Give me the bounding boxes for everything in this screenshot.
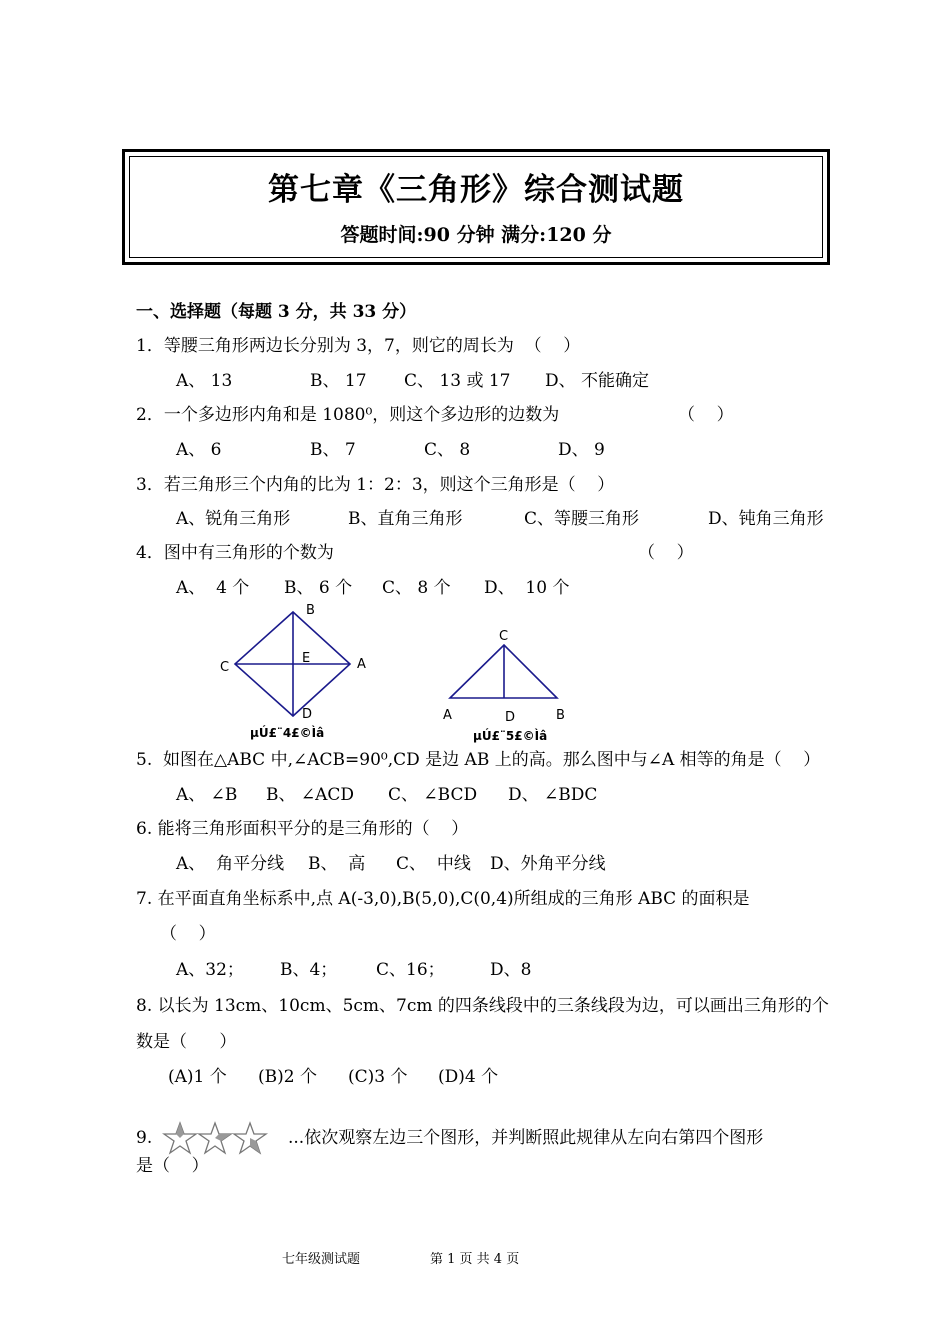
q1-option-a: A、 13 (176, 371, 233, 391)
q4-option-b: B、 6 个 (284, 578, 353, 598)
q1-option-d: D、 不能确定 (545, 371, 650, 391)
q7-bracket: （ ） (160, 924, 216, 944)
star-fill-segment (250, 1138, 260, 1153)
question-7: 7. 在平面直角坐标系中,点 A(-3,0),B(5,0),C(0,4)所组成的三角形 ABC 的面积是 (136, 889, 750, 909)
q7-option-b: B、4； (280, 960, 338, 980)
fig4-label-b: B (306, 603, 315, 618)
q4-option-a: A、 4 个 (176, 578, 250, 598)
q1-option-b: B、 17 (310, 371, 367, 391)
fig4-label-d: D (302, 707, 313, 722)
q7-option-d: D、8 (490, 960, 532, 980)
star-figure-3 (234, 1123, 266, 1153)
q9-continuation: 是（ ） (136, 1156, 209, 1176)
fig4-label-e: E (302, 651, 311, 666)
q5-option-b: B、 ∠ACD (266, 785, 355, 805)
q3-option-d: D、钝角三角形 (708, 509, 824, 529)
q2-option-a: A、 6 (176, 440, 222, 460)
question-9-number: 9. (136, 1128, 153, 1148)
star-figure-2 (199, 1123, 231, 1153)
q8-option-c: (C)3 个 (348, 1067, 408, 1087)
page-subtitle: 答题时间:90 分钟 满分:120 分 (340, 224, 612, 246)
question-1: 1．等腰三角形两边长分别为 3，7，则它的周长为 （ ） (136, 336, 581, 356)
fig5-label-c: C (499, 629, 509, 644)
q4-option-c: C、 8 个 (382, 578, 451, 598)
star-figure-1 (164, 1123, 196, 1153)
q3-option-b: B、直角三角形 (348, 509, 463, 529)
fig5-label-d: D (505, 710, 516, 725)
fig5-label-a: A (443, 708, 452, 723)
question-3: 3．若三角形三个内角的比为 1：2：3，则这个三角形是（ ） (136, 475, 615, 495)
q6-option-a: A、 角平分线 (176, 854, 285, 874)
q7-option-a: A、32； (176, 960, 244, 980)
q6-option-d: D、外角平分线 (490, 854, 606, 874)
figure-4-rhombus (220, 603, 366, 740)
q8-continuation: 数是（ ） (136, 1032, 237, 1052)
q2-option-d: D、 9 (558, 440, 605, 460)
star-sequence (162, 1121, 272, 1159)
fig4-caption: µÚ£¨4£©Ìâ (250, 726, 325, 740)
footer-left: 七年级测试题 (282, 1252, 361, 1267)
q6-option-b: B、 高 (308, 854, 366, 874)
q2-option-b: B、 7 (310, 440, 356, 460)
fig4-label-a: A (357, 657, 366, 672)
footer-page-number: 第 1 页 共 4 页 (430, 1252, 520, 1267)
q8-option-d: (D)4 个 (438, 1067, 499, 1087)
geometry-figures (210, 600, 610, 745)
question-2: 2．一个多边形内角和是 1080⁰，则这个多边形的边数为 (136, 405, 560, 425)
q6-option-c: C、 中线 (396, 854, 471, 874)
question-4: 4．图中有三角形的个数为 (136, 543, 334, 563)
q4-option-d: D、 10 个 (484, 578, 570, 598)
fig5-label-b: B (556, 708, 565, 723)
q2-bracket: （ ） (678, 405, 734, 425)
q3-option-c: C、等腰三角形 (524, 509, 640, 529)
q5-option-d: D、 ∠BDC (508, 785, 598, 805)
q1-option-c: C、 13 或 17 (404, 371, 511, 391)
q5-option-a: A、 ∠B (176, 785, 238, 805)
page-title: 第七章《三角形》综合测试题 (268, 172, 684, 208)
question-8: 8. 以长为 13cm、10cm、5cm、7cm 的四条线段中的三条线段为边，可以画出三角形的个 (136, 996, 829, 1016)
fig5-caption: µÚ£¨5£©Ìâ (473, 729, 548, 743)
q8-option-a: (A)1 个 (168, 1067, 227, 1087)
q4-bracket: （ ） (638, 543, 694, 563)
fig4-label-c: C (220, 660, 230, 675)
section-heading: 一、选择题（每题 3 分，共 33 分） (136, 302, 417, 322)
title-box (122, 149, 830, 265)
q3-option-a: A、锐角三角形 (176, 509, 291, 529)
question-5: 5. 如图在△ABC 中,∠ACB=90⁰,CD 是边 AB 上的高。那么图中与∠A 相等的角是（ ） (136, 750, 821, 770)
q7-option-c: C、16； (376, 960, 445, 980)
question-6: 6. 能将三角形面积平分的是三角形的（ ） (136, 819, 469, 839)
q5-option-c: C、 ∠BCD (388, 785, 478, 805)
figure-5-triangle (443, 629, 565, 743)
question-9: ...依次观察左边三个图形，并判断照此规律从左向右第四个图形 (288, 1128, 764, 1148)
q2-option-c: C、 8 (424, 440, 471, 460)
q8-option-b: (B)2 个 (258, 1067, 317, 1087)
